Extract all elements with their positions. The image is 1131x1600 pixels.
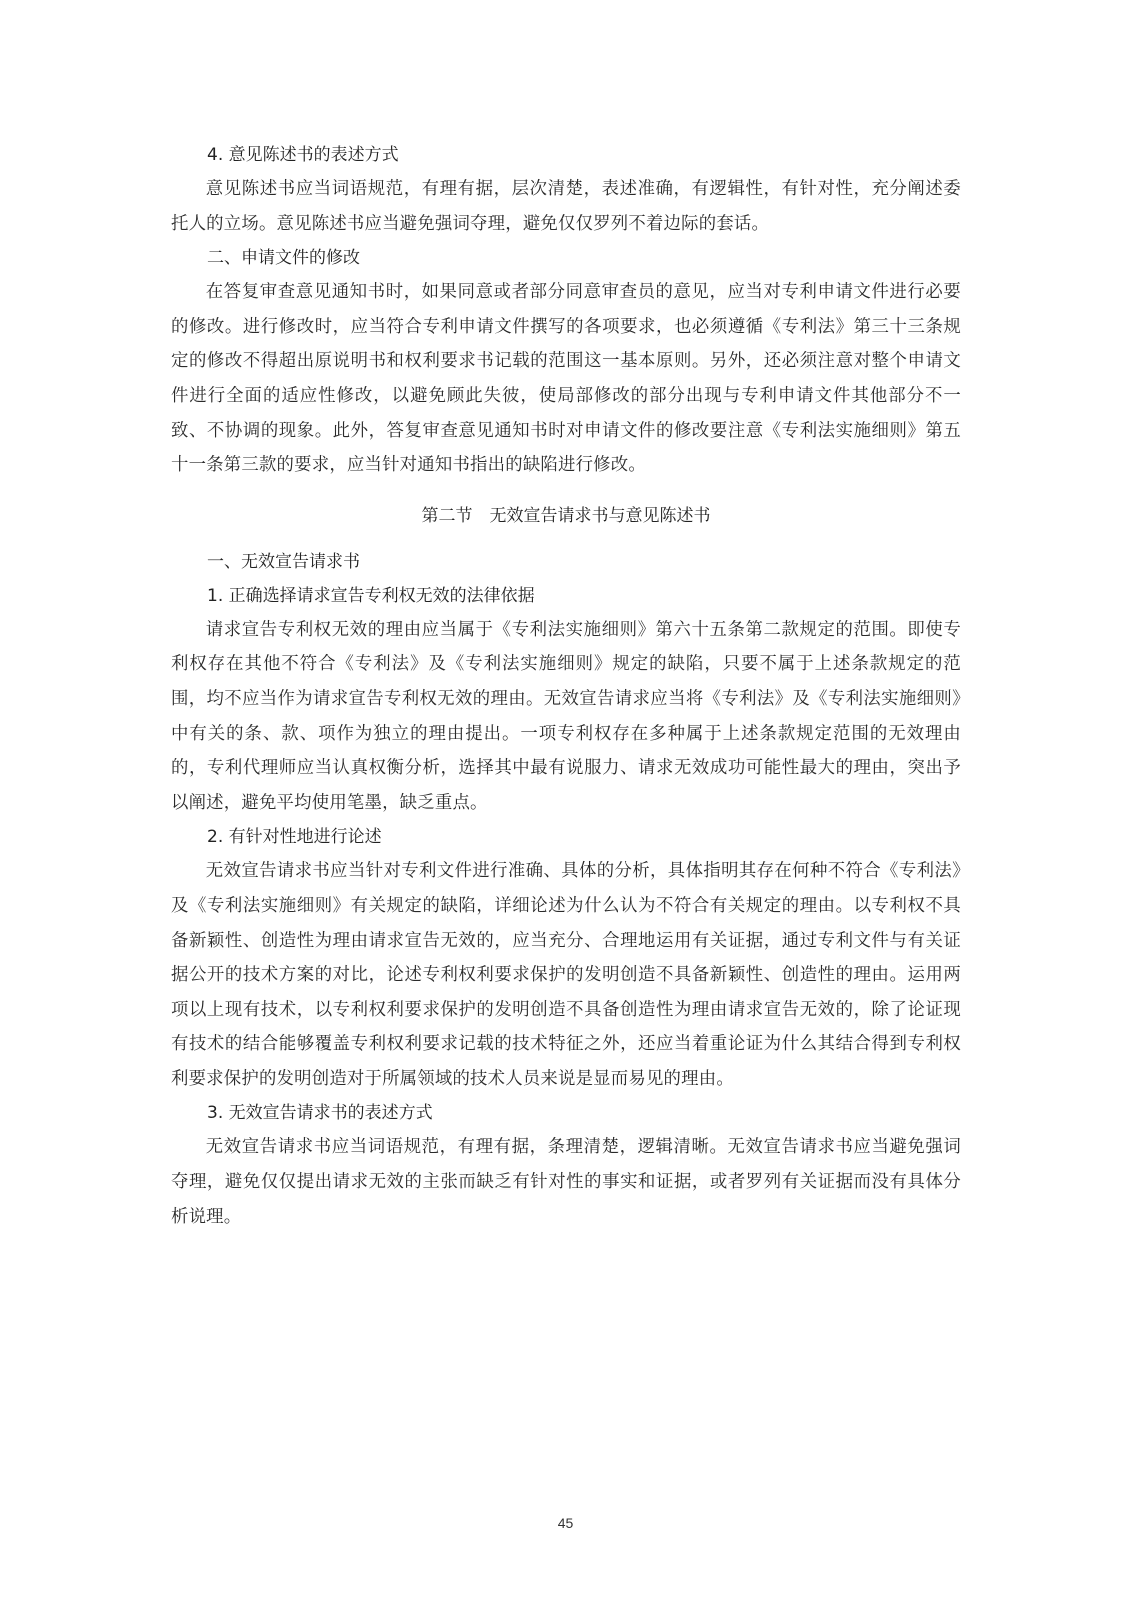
heading-application-amendment: 二、申请文件的修改 <box>207 248 360 269</box>
paragraph-request-expression: 无效宣告请求书应当词语规范，有理有据，条理清楚，逻辑清晰。无效宣告请求书应当避免强词夺理，避免仅仅提出请求无效的主张而缺乏有针对性的事实和证据，或者罗列有关证据而没有具体分析说理。 <box>171 1137 961 1227</box>
paragraph-legal-basis: 请求宣告专利权无效的理由应当属于《专利法实施细则》第六十五条第二款规定的范围。即使专利权存在其他不符合《专利法》及《专利法实施细则》规定的缺陷，只要不属于上述条款规定的范围，均不应当作为请求宣告专利权无效的理由。无效宣告请求应当将《专利法》及《专利法实施细则》中有关的条、款、项作为独立的理由提出。一项专利权存在多种属于上述条款规定范围的无效理由的，专利代理师应当认真权衡分析，选择其中最有说服力、请求无效成功可能性最大的理由，突出予以阐述，避免平均使用笔墨，缺乏重点。 <box>171 619 961 813</box>
subheading-targeted-argument: 2. 有针对性地进行论述 <box>207 827 382 848</box>
page-number: 45 <box>557 1515 574 1531</box>
section-title: 第二节 无效宣告请求书与意见陈述书 <box>421 505 711 526</box>
subheading-request-expression: 3. 无效宣告请求书的表述方式 <box>207 1103 433 1124</box>
paragraph-application-amendment: 在答复审查意见通知书时，如果同意或者部分同意审查员的意见，应当对专利申请文件进行必要的修改。进行修改时，应当符合专利申请文件撰写的各项要求，也必须遵循《专利法》第三十三条规定的修改不得超出原说明书和权利要求书记载的范围这一基本原则。另外，还必须注意对整个申请文件进行全面的适应性修改，以避免顾此失彼，使局部修改的部分出现与专利申请文件其他部分不一致、不协调的现象。此外，答复审查意见通知书时对申请文件的修改要注意《专利法实施细则》第五十一条第三款的要求，应当针对通知书指出的缺陷进行修改。 <box>171 282 961 476</box>
subheading-legal-basis: 1. 正确选择请求宣告专利权无效的法律依据 <box>207 585 535 606</box>
page-body <box>171 138 961 1234</box>
paragraph-targeted-argument: 无效宣告请求书应当针对专利文件进行准确、具体的分析，具体指明其存在何种不符合《专利法》及《专利法实施细则》有关规定的缺陷，详细论述为什么认为不符合有关规定的理由。以专利权不具备新颖性、创造性为理由请求宣告无效的，应当充分、合理地运用有关证据，通过专利文件与有关证据公开的技术方案的对比，论述专利权利要求保护的发明创造不具备新颖性、创造性的理由。运用两项以上现有技术，以专利权利要求保护的发明创造不具备创造性为理由请求宣告无效的，除了论证现有技术的结合能够覆盖专利权利要求记载的技术特征之外，还应当着重论证为什么其结合得到专利权利要求保护的发明创造对于所属领域的技术人员来说是显而易见的理由。 <box>171 861 961 1089</box>
subheading-statement-expression: 4. 意见陈述书的表述方式 <box>207 145 399 165</box>
heading-invalidation-request: 一、无效宣告请求书 <box>207 551 360 572</box>
paragraph-statement-expression: 意见陈述书应当词语规范，有理有据，层次清楚，表述准确，有逻辑性，有针对性，充分阐述委托人的立场。意见陈述书应当避免强词夺理，避免仅仅罗列不着边际的套话。 <box>171 179 961 234</box>
